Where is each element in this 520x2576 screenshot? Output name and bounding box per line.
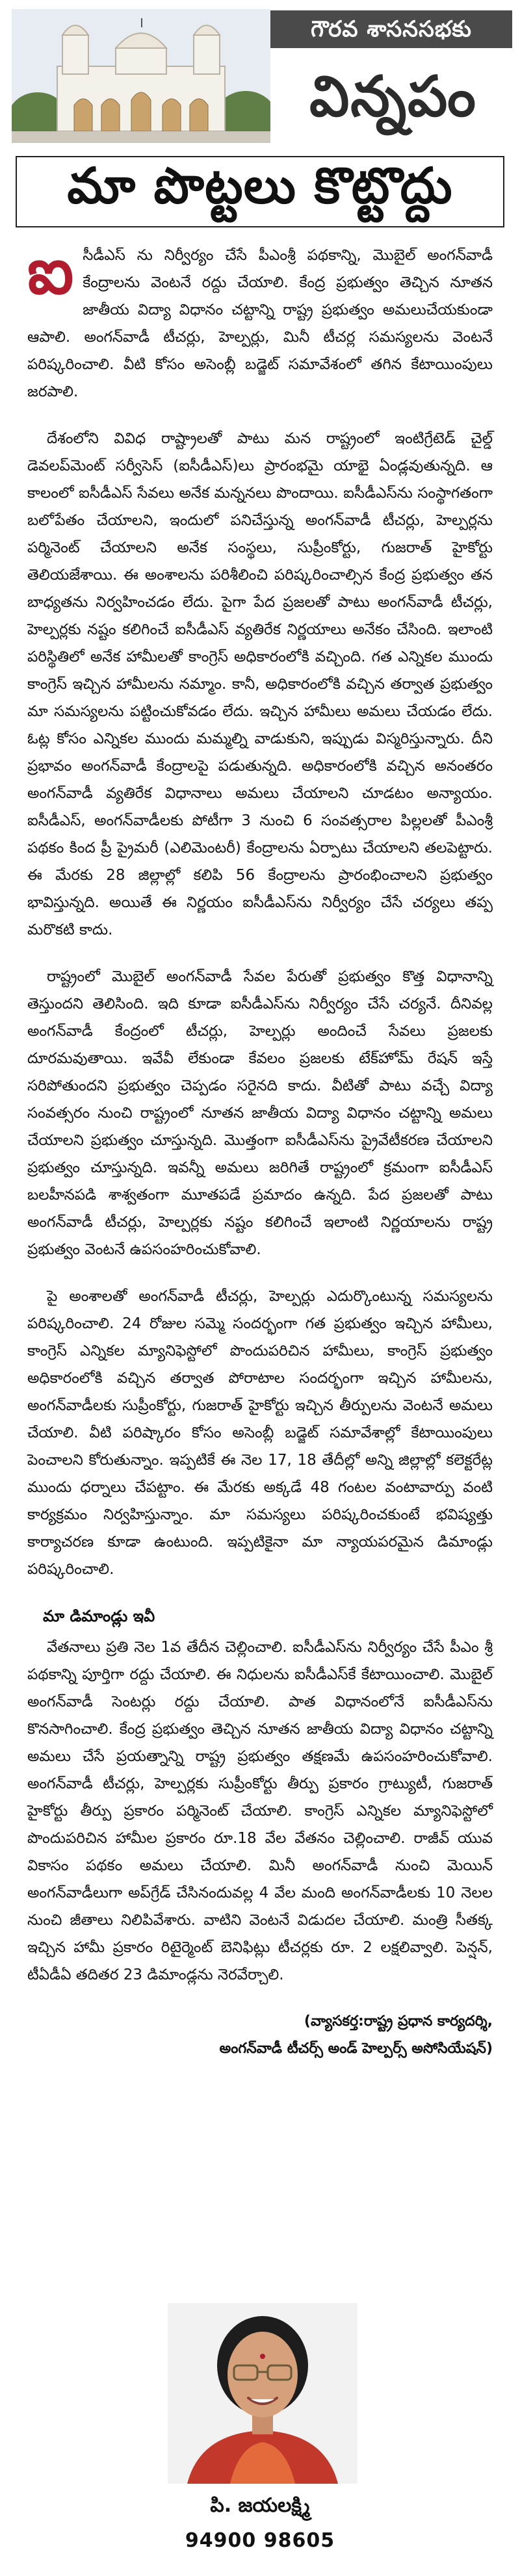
banner-ribbon: గౌరవ శాసనసభకు <box>270 10 512 48</box>
paragraph-4: పై అంశాలతో అంగన్‌వాడీ టీచర్లు, హెల్పర్లు ఎదుర్కొంటున్న సమస్యలను పరిష్కరించాలి. 24 రోజుల సమ్మె సందర్భంగా గత ప్రభుత్వం ఇచ్చిన హామీలు, కాంగ్రెస్ ఎన్నికల మ్యానిఫెస్టోలో పొందుపరిచిన హామీలు, కాంగ్రెస్ ప్రభుత్వం అధికారంలోకి వచ్చిన తర్వాత పోరాటాల సందర్భంగా ఇచ్చిన హామీలను, అంగన్‌వాడీలకు సుప్రీంకోర్టు, గుజరాత్ హైకోర్టు ఇచ్చిన తీర్పులను వెంటనే అమలు చేయాలి. వీటి పరిష్కారం కోసం అసెంబ్లీ బడ్జెట్ సమావేశాల్లో కేటాయింపులు పెంచాలని కోరుతున్నాం. ఇప్పటికే ఈ నెల 17, 18 తేదీల్లో అన్ని జిల్లాల్లో కలెక్టరేట్ల ముందు ధర్నాలు చేపట్టాం. ఈ మేరకు అక్కడే 48 గంటల వంటావార్పు వంటి కార్యక్రమం నిర్వహిస్తున్నాం. మా సమస్యలు పరిష్కరించకుంటే భవిష్యత్తు కార్యాచరణ కూడా ఉంటుంది. ఇప్పటికైనా మా న్యాయపరమైన డిమాండ్లు పరిష్కరించాలి. <box>27 1288 493 1578</box>
paragraph-3: రాష్ట్రంలో మొబైల్ అంగన్‌వాడీ సేవల పేరుతో ప్రభుత్వం కొత్త విధానాన్ని తెస్తుందని తెలిసింది. ఇది కూడా ఐసీడీఎస్‌ను నిర్వీర్యం చేసే చర్యనే. దీనివల్ల అంగన్‌వాడీ కేంద్రంలో టీచర్లు, హెల్పర్లు అందించే సేవలు ప్రజలకు దూరమవుతాయి. ఇవేవీ లేకుండా కేవలం ప్రజలకు టేక్‌హోమ్ రేషన్ ఇస్తే సరిపోతుందని ప్రభుత్వం చెప్పడం సరైనది కాదు. వీటితో పాటు వచ్చే విద్యా సంవత్సరం నుంచి రాష్ట్రంలో నూతన జాతీయ విద్యా విధానం చట్టాన్ని అమలు చేయాలని ప్రభుత్వం చూస్తున్నది. మొత్తంగా ఐసీడీఎస్‌ను ప్రైవేటీకరణ చేయాలని ప్రభుత్వం చూస్తున్నది. ఇవన్నీ అమలు జరిగితే రాష్ట్రంలో క్రమంగా ఐసీడీఎస్ బలహీనపడి శాశ్వతంగా మూతపడే ప్రమాదం ఉన్నది. పేద ప్రజలతో పాటు అంగన్‌వాడీ టీచర్లు, హెల్పర్లకు నష్టం కలిగించే ఇలాంటి నిర్ణయాలను రాష్ట్ర ప్రభుత్వం వెంటనే ఉపసంహరించుకోవాలి. <box>27 968 493 1258</box>
paragraph-1 <box>27 235 493 406</box>
demands-subhead: మా డిమాండ్లు ఇవీ <box>43 1607 155 1625</box>
header-banner <box>0 0 520 155</box>
author-name: పి. జయలక్ష్మి <box>210 2494 310 2517</box>
demands-paragraph: వేతనాలు ప్రతి నెల 1వ తేదీన చెల్లించాలి. ఐసీడీఎస్‌ను నిర్వీర్యం చేసే పీఎం శ్రీ పథకాన్ని పూర్తిగా రద్దు చేయాలి. ఈ నిధులను ఐసీడీఎస్‌కే కేటాయించాలి. మొబైల్ అంగన్‌వాడీ సెంటర్లు రద్దు చేయాలి. పాత విధానంలోనే ఐసీడీఎస్‌ను కొనసాగించాలి. కేంద్ర ప్రభుత్వం తెచ్చిన నూతన జాతీయ విద్యా విధానం చట్టాన్ని అమలు చేసే ప్రయత్నాన్ని రాష్ట్ర ప్రభుత్వం తక్షణమే ఉపసంహరించుకోవాలి. అంగన్‌వాడీ టీచర్లు, హెల్పర్లకు సుప్రీంకోర్టు తీర్పు ప్రకారం గ్రాట్యుటీ, గుజరాత్ హైకోర్టు తీర్పు ప్రకారం పర్మినెంట్ చేయాలి. కాంగ్రెస్ ఎన్నికల మ్యానిఫెస్టోలో పొందుపరిచిన హామీల ప్రకారం రూ.18 వేల వేతనం చెల్లించాలి. రాజీవ్ యువ వికాసం పథకం అమలు చేయాలి. మినీ అంగన్‌వాడీ నుంచి మెయిన్ అంగన్‌వాడీలుగా అప్‌గ్రేడ్ చేసినందువల్ల 4 వేల మంది అంగన్‌వాడీలకు 10 నెలల నుంచి జీతాలు నిలిపివేశారు. వాటిని వెంటనే విడుదల చేయాలి. మంత్రి సీతక్క ఇచ్చిన హామీ ప్రకారం రిటైర్మెంట్ బెనిఫిట్లు టీచర్లకు రూ. 2 లక్షలివ్వాలి. పెన్షన్, టీఏడీఏ తదితర 23 డిమాండ్లను నెరవేర్చాలి. <box>27 1639 493 1983</box>
designation-line-1: (వ్యాసకర్త:రాష్ట్ర ప్రధాన కార్యదర్శి, <box>304 2013 493 2029</box>
author-portrait-icon <box>168 2303 358 2484</box>
author-phone: 94900 98605 <box>185 2529 335 2552</box>
article-title: మా పొట్టలు కొట్టొద్దు <box>16 156 504 227</box>
paragraph-1-text: సీడీఎస్ ను నిర్వీర్యం చేసే పీఎంశ్రీ పథకాన్ని, మొబైల్ అంగన్‌వాడీ కేంద్రాలను వెంటనే రద్దు చేయాలి. కేంద్ర ప్రభుత్వం తెచ్చిన నూతన జాతీయ విద్యా విధానం చట్టాన్ని రాష్ట్ర ప్రభుత్వం అమలుచేయకుండా ఆపాలి. అంగన్‌వాడీ టీచర్లు, హెల్పర్లు, మినీ టీచర్ల సమస్యలను వెంటనే పరిష్కరించాలి. వీటి కోసం అసెంబ్లీ బడ్జెట్ సమావేశంలో తగిన కేటాయింపులు జరపాలి. <box>27 247 493 400</box>
article-body <box>27 235 493 2063</box>
author-designation <box>27 2008 493 2063</box>
assembly-building-icon <box>12 9 270 143</box>
paragraph-2: దేశంలోని వివిధ రాష్ట్రాలతో పాటు మన రాష్ట్రంలో ఇంటిగ్రేటెడ్ చైల్డ్ డెవలప్‌మెంట్ సర్వీసెస్ (ఐసీడీఎస్)లు ప్రారంభమై యాభై ఏండ్లవుతున్నది. ఆ కాలంలో ఐసీడీఎస్ సేవలు అనేక మన్ననలు పొందాయి. ఐసీడీఎస్‌ను సంస్థాగతంగా బలోపేతం చేయాలని, ఇందులో పనిచేస్తున్న అంగన్‌వాడీ టీచర్లు, హెల్పర్లను పర్మినెంట్ చేయాలని అనేక సంస్థలు, సుప్రీంకోర్టు, గుజరాత్ హైకోర్టు తెలియజేశాయి. ఈ అంశాలను పరిశీలించి పరిష్కరించాల్సిన కేంద్ర ప్రభుత్వం తన బాధ్యతను నిర్వహించడం లేదు. పైగా పేద ప్రజలతో పాటు అంగన్‌వాడీ టీచర్లు, హెల్పర్లకు నష్టం కలిగించే ఐసీడీఎస్ వ్యతిరేక నిర్ణయాలు అనేకం చేసింది. ఇలాంటి పరిస్థితిలో అనేక హామీలతో కాంగ్రెస్ అధికారంలోకి వచ్చింది. గత ఎన్నికల ముందు కాంగ్రెస్ ఇచ్చిన హామీలను నమ్మాం. కానీ, అధికారంలోకి వచ్చిన తర్వాత ప్రభుత్వం మా సమస్యలను పట్టించుకోవడం లేదు. ఇచ్చిన హామీలు అమలు చేయడం లేదు. ఓట్ల కోసం ఎన్నికల ముందు మమ్మల్ని వాడుకుని, ఇప్పుడు విస్మరిస్తున్నారు. దీని ప్రభావం అంగన్‌వాడీ కేంద్రాలపై పడుతున్నది. అధికారంలోకి వచ్చిన అనంతరం అంగన్‌వాడీ వ్యతిరేక విధానాలు అమలు చేయాలని చూడటం అన్యాయం. ఐసీడీఎస్, అంగన్‌వాడీలకు పోటీగా 3 నుంచి 6 సంవత్సరాల పిల్లలతో పీఎంశ్రీ పథకం కింద ప్రీ ప్రైమరీ (ఎలిమెంటరీ) కేంద్రాలను ఏర్పాటు చేయాలని తలపెట్టారు. ఈ మేరకు 28 జిల్లాల్లో కలిపి 56 కేంద్రాలను ప్రారంభించాలని ప్రభుత్వం భావిస్తున్నది. అయితే ఈ నిర్ణయం ఐసీడీఎస్‌ను నిర్వీర్యం చేసే చర్యలు తప్ప మరొకటి కాదు. <box>27 430 493 938</box>
drop-cap: ఐ <box>27 235 74 309</box>
banner-title: విన్నపం <box>309 64 477 129</box>
designation-line-2: అంగన్‌వాడీ టీచర్స్ అండ్ హెల్పర్స్ అసోసియేషన్) <box>219 2041 493 2057</box>
